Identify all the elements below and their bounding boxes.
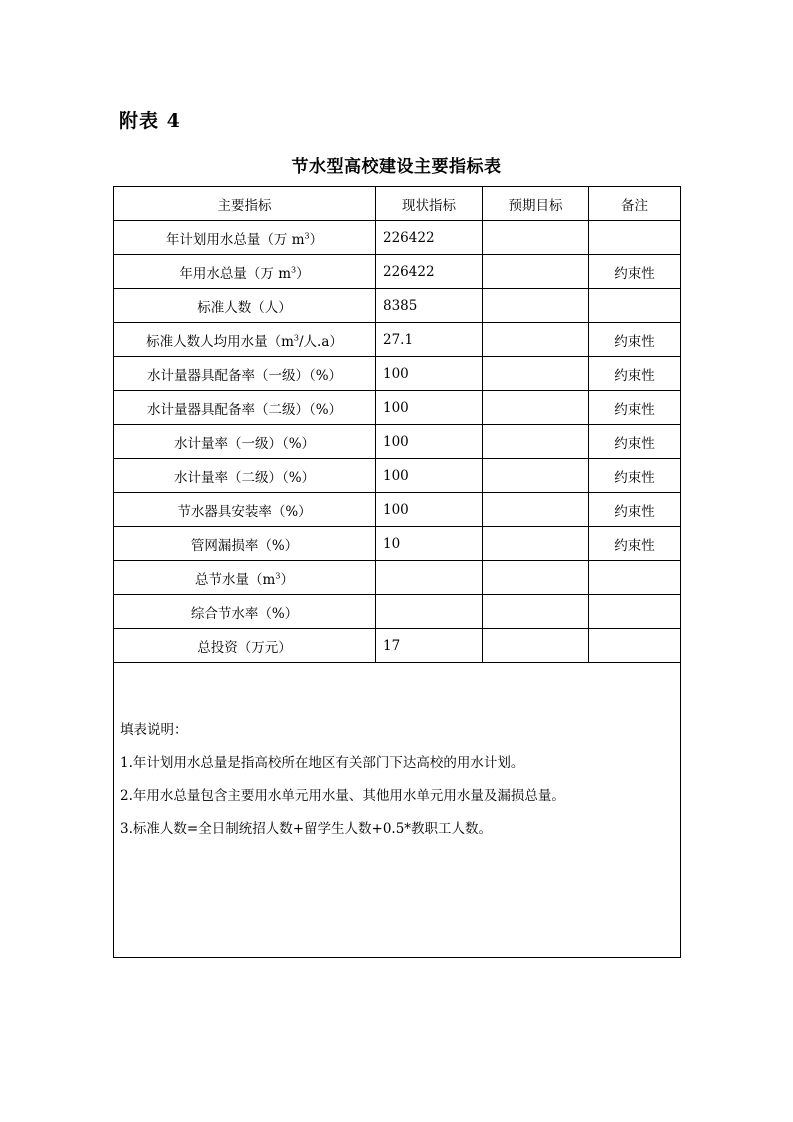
note-item-1: 1.年计划用水总量是指高校所在地区有关部门下达高校的用水计划。 — [120, 755, 525, 771]
note-item-3: 3.标准人数=全日制统招人数+留学生人数+0.5*教职工人数。 — [120, 821, 493, 837]
notes-section — [114, 663, 681, 958]
table-row — [114, 595, 681, 629]
current-value-cell — [376, 595, 483, 629]
table-body — [114, 221, 681, 663]
note-cell: 约束性 — [589, 323, 681, 357]
current-value-cell: 226422 — [376, 255, 483, 289]
current-value-cell: 100 — [376, 493, 483, 527]
header-target: 预期目标 — [483, 187, 589, 221]
table-row — [114, 357, 681, 391]
indicator-name: 总节水量（m — [195, 571, 276, 588]
indicator-name-cell — [114, 289, 376, 323]
note-cell — [589, 289, 681, 323]
indicator-name-cell — [114, 425, 376, 459]
header-current: 现状指标 — [376, 187, 483, 221]
target-value-cell — [483, 221, 589, 255]
unit-superscript: 3 — [291, 265, 297, 274]
current-value-cell: 100 — [376, 391, 483, 425]
table-row — [114, 323, 681, 357]
unit-superscript: 3 — [293, 333, 299, 342]
note-cell — [589, 221, 681, 255]
table-row — [114, 459, 681, 493]
indicator-name: 总投资（万元） — [197, 639, 292, 656]
current-value-cell: 27.1 — [376, 323, 483, 357]
unit-superscript: 3 — [275, 571, 281, 580]
table-row — [114, 629, 681, 663]
note-cell: 约束性 — [589, 459, 681, 493]
indicator-name: 综合节水率（%） — [190, 605, 299, 622]
note-cell: 约束性 — [589, 493, 681, 527]
notes-row — [114, 663, 681, 958]
table-row — [114, 391, 681, 425]
indicator-name-cell — [114, 629, 376, 663]
target-value-cell — [483, 459, 589, 493]
unit-superscript: 3 — [304, 231, 310, 240]
note-cell: 约束性 — [589, 391, 681, 425]
table-row — [114, 221, 681, 255]
current-value-cell: 100 — [376, 357, 483, 391]
target-value-cell — [483, 323, 589, 357]
target-value-cell — [483, 289, 589, 323]
indicator-name: 管网漏损率（%） — [190, 537, 299, 554]
note-cell: 约束性 — [589, 255, 681, 289]
indicator-name-cell — [114, 323, 376, 357]
indicator-name-cell — [114, 255, 376, 289]
indicator-name: 水计量率（二级）（%） — [173, 469, 316, 486]
header-note: 备注 — [589, 187, 681, 221]
table-header-row — [114, 187, 681, 221]
indicator-name-cell — [114, 357, 376, 391]
target-value-cell — [483, 255, 589, 289]
target-value-cell — [483, 391, 589, 425]
indicator-name-suffix: ） — [309, 231, 324, 248]
notes-heading: 填表说明： — [120, 722, 188, 738]
indicator-name: 标准人数人均用水量（m — [146, 333, 294, 350]
indicator-name: 标准人数（人） — [197, 299, 292, 316]
table-row — [114, 561, 681, 595]
note-cell: 约束性 — [589, 425, 681, 459]
target-value-cell — [483, 561, 589, 595]
target-value-cell — [483, 425, 589, 459]
indicator-name-cell — [114, 391, 376, 425]
indicator-name-cell — [114, 221, 376, 255]
indicator-name-suffix: /人.a） — [299, 333, 343, 350]
note-cell: 约束性 — [589, 527, 681, 561]
table-row — [114, 493, 681, 527]
note-cell — [589, 595, 681, 629]
indicator-name: 水计量器具配备率（二级）（%） — [146, 401, 343, 418]
indicator-name-cell — [114, 561, 376, 595]
note-item-2: 2.年用水总量包含主要用水单元用水量、其他用水单元用水量及漏损总量。 — [120, 788, 565, 804]
indicator-name: 水计量率（一级）（%） — [173, 435, 316, 452]
target-value-cell — [483, 493, 589, 527]
target-value-cell — [483, 595, 589, 629]
table-row — [114, 425, 681, 459]
indicator-name: 水计量器具配备率（一级）（%） — [146, 367, 343, 384]
target-value-cell — [483, 527, 589, 561]
table-row — [114, 255, 681, 289]
current-value-cell: 100 — [376, 425, 483, 459]
indicator-name-cell — [114, 527, 376, 561]
indicator-name-cell — [114, 459, 376, 493]
indicator-name-cell — [114, 595, 376, 629]
current-value-cell: 226422 — [376, 221, 483, 255]
indicator-table — [113, 186, 681, 958]
target-value-cell — [483, 629, 589, 663]
current-value-cell: 8385 — [376, 289, 483, 323]
header-indicator: 主要指标 — [114, 187, 376, 221]
current-value-cell: 10 — [376, 527, 483, 561]
target-value-cell — [483, 357, 589, 391]
document-title: 节水型高校建设主要指标表 — [291, 157, 502, 177]
current-value-cell: 17 — [376, 629, 483, 663]
table-row — [114, 527, 681, 561]
current-value-cell: 100 — [376, 459, 483, 493]
note-cell — [589, 629, 681, 663]
note-cell — [589, 561, 681, 595]
indicator-name: 年计划用水总量（万 m — [165, 231, 305, 248]
indicator-name-suffix: ） — [296, 265, 310, 282]
note-cell: 约束性 — [589, 357, 681, 391]
current-value-cell — [376, 561, 483, 595]
table-row — [114, 289, 681, 323]
indicator-name-cell — [114, 493, 376, 527]
indicator-name: 节水器具安装率（%） — [177, 503, 312, 520]
indicator-name: 年用水总量（万 m — [179, 265, 291, 282]
indicator-name-suffix: ） — [280, 571, 294, 588]
appendix-label: 附表 4 — [119, 110, 181, 132]
